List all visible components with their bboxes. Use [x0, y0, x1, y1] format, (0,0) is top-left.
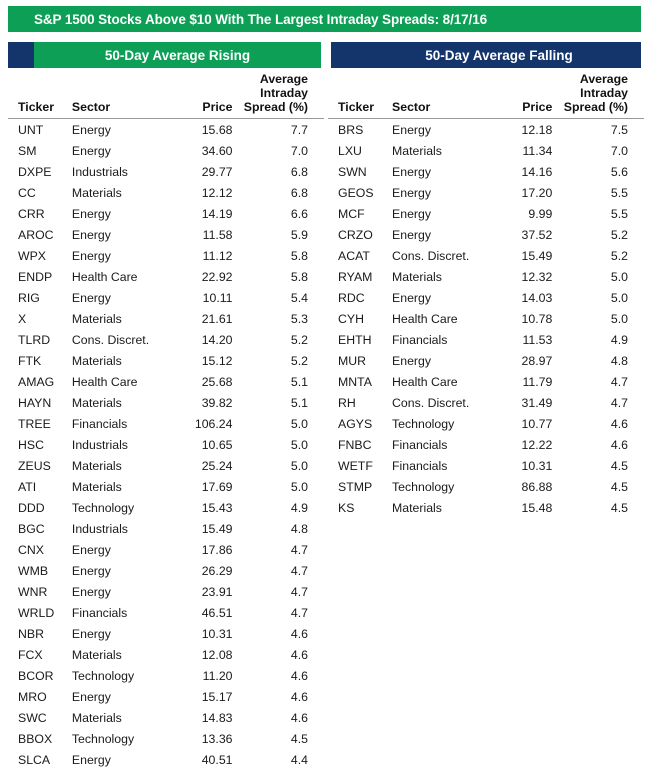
cell-price: 11.58: [173, 224, 238, 245]
panel-heading-rising: [8, 42, 321, 68]
cell-ticker: BCOR: [8, 665, 72, 686]
cell-price: 17.20: [493, 182, 558, 203]
cell-price: 21.61: [173, 308, 238, 329]
cell-spread: 4.7: [239, 539, 325, 560]
cell-ticker: CYH: [328, 308, 392, 329]
cell-price: 106.24: [173, 413, 238, 434]
table-row: [8, 245, 324, 266]
table-row: [328, 413, 644, 434]
cell-ticker: BGC: [8, 518, 72, 539]
cell-sector: Energy: [72, 686, 173, 707]
cell-price: 14.16: [493, 161, 558, 182]
cell-price: 15.68: [173, 119, 238, 141]
cell-price: 40.51: [173, 749, 238, 770]
cell-spread: 5.3: [239, 308, 325, 329]
cell-sector: Financials: [392, 455, 493, 476]
cell-price: 37.52: [493, 224, 558, 245]
cell-ticker: BRS: [328, 119, 392, 141]
cell-sector: Technology: [392, 476, 493, 497]
cell-price: 15.49: [493, 245, 558, 266]
cell-spread: 4.7: [239, 602, 325, 623]
panel-heading-rising-label: 50-Day Average Rising: [105, 48, 250, 63]
cell-ticker: CC: [8, 182, 72, 203]
table-row: [328, 203, 644, 224]
table-row: [8, 119, 324, 141]
column-header-spread-line1: Average Intraday: [558, 72, 628, 100]
table-row: [8, 392, 324, 413]
cell-ticker: RYAM: [328, 266, 392, 287]
cell-spread: 4.6: [558, 413, 644, 434]
cell-ticker: FCX: [8, 644, 72, 665]
cell-ticker: MRO: [8, 686, 72, 707]
cell-spread: 4.6: [239, 644, 325, 665]
cell-spread: 6.8: [239, 161, 325, 182]
table-row: [8, 602, 324, 623]
cell-sector: Energy: [72, 224, 173, 245]
column-header-ticker: Ticker: [8, 72, 72, 117]
cell-sector: Materials: [72, 476, 173, 497]
cell-ticker: CRR: [8, 203, 72, 224]
cell-ticker: AROC: [8, 224, 72, 245]
column-header-spread: [239, 72, 325, 117]
cell-spread: 5.0: [558, 266, 644, 287]
cell-ticker: WNR: [8, 581, 72, 602]
column-header-spread: [558, 72, 644, 117]
cell-price: 11.20: [173, 665, 238, 686]
cell-sector: Materials: [392, 140, 493, 161]
panel-heading-falling-label: 50-Day Average Falling: [425, 48, 573, 63]
rising-table-body: [8, 119, 324, 770]
cell-spread: 7.7: [239, 119, 325, 141]
cell-price: 14.03: [493, 287, 558, 308]
cell-price: 15.48: [493, 497, 558, 518]
table-row: [328, 434, 644, 455]
cell-sector: Energy: [72, 581, 173, 602]
cell-spread: 5.0: [239, 434, 325, 455]
rising-stocks-table: [8, 72, 324, 770]
cell-price: 11.53: [493, 329, 558, 350]
cell-ticker: AGYS: [328, 413, 392, 434]
cell-sector: Energy: [392, 224, 493, 245]
cell-sector: Energy: [392, 203, 493, 224]
cell-price: 23.91: [173, 581, 238, 602]
cell-price: 26.29: [173, 560, 238, 581]
cell-spread: 5.1: [239, 392, 325, 413]
cell-spread: 5.1: [239, 371, 325, 392]
cell-spread: 5.0: [239, 413, 325, 434]
cell-spread: 5.0: [558, 287, 644, 308]
table-row: [328, 140, 644, 161]
cell-sector: Industrials: [72, 518, 173, 539]
cell-ticker: LXU: [328, 140, 392, 161]
column-header-price: Price: [173, 72, 238, 117]
table-row: [328, 476, 644, 497]
table-row: [328, 497, 644, 518]
table-row: [8, 665, 324, 686]
cell-spread: 4.6: [558, 434, 644, 455]
falling-stocks-table: [328, 72, 644, 518]
column-header-spread-line1: Average Intraday: [239, 72, 309, 100]
cell-sector: Health Care: [392, 308, 493, 329]
cell-ticker: SM: [8, 140, 72, 161]
cell-price: 10.11: [173, 287, 238, 308]
table-row: [328, 266, 644, 287]
cell-sector: Materials: [72, 350, 173, 371]
cell-sector: Health Care: [392, 371, 493, 392]
cell-ticker: X: [8, 308, 72, 329]
cell-spread: 4.6: [239, 665, 325, 686]
cell-sector: Industrials: [72, 161, 173, 182]
cell-spread: 5.4: [239, 287, 325, 308]
table-row: [8, 539, 324, 560]
cell-sector: Energy: [72, 245, 173, 266]
cell-spread: 4.5: [239, 728, 325, 749]
table-row: [8, 329, 324, 350]
table-row: [8, 581, 324, 602]
cell-ticker: TREE: [8, 413, 72, 434]
cell-ticker: ZEUS: [8, 455, 72, 476]
cell-ticker: HAYN: [8, 392, 72, 413]
cell-spread: 5.8: [239, 266, 325, 287]
cell-price: 12.18: [493, 119, 558, 141]
cell-sector: Materials: [72, 182, 173, 203]
table-row: [328, 392, 644, 413]
cell-price: 10.31: [493, 455, 558, 476]
cell-sector: Energy: [392, 161, 493, 182]
table-rising: [8, 72, 324, 770]
table-row: [328, 455, 644, 476]
cell-price: 14.19: [173, 203, 238, 224]
cell-spread: 4.7: [239, 560, 325, 581]
cell-ticker: SWC: [8, 707, 72, 728]
table-header-row: [328, 72, 644, 117]
cell-price: 13.36: [173, 728, 238, 749]
cell-spread: 5.2: [558, 245, 644, 266]
table-row: [8, 644, 324, 665]
cell-price: 28.97: [493, 350, 558, 371]
table-falling: [328, 72, 644, 518]
cell-sector: Energy: [72, 287, 173, 308]
cell-ticker: WMB: [8, 560, 72, 581]
cell-price: 11.34: [493, 140, 558, 161]
cell-spread: 5.2: [558, 224, 644, 245]
cell-sector: Financials: [392, 329, 493, 350]
report-title-bar: [8, 6, 641, 32]
cell-sector: Health Care: [72, 371, 173, 392]
cell-sector: Technology: [72, 497, 173, 518]
cell-ticker: SLCA: [8, 749, 72, 770]
table-row: [8, 476, 324, 497]
cell-price: 46.51: [173, 602, 238, 623]
cell-price: 12.08: [173, 644, 238, 665]
table-row: [328, 119, 644, 141]
column-header-sector: Sector: [392, 72, 493, 117]
cell-spread: 5.8: [239, 245, 325, 266]
cell-ticker: EHTH: [328, 329, 392, 350]
cell-price: 14.83: [173, 707, 238, 728]
table-row: [8, 308, 324, 329]
cell-sector: Cons. Discret.: [392, 392, 493, 413]
table-row: [8, 224, 324, 245]
cell-price: 15.43: [173, 497, 238, 518]
cell-spread: 5.5: [558, 182, 644, 203]
cell-ticker: MUR: [328, 350, 392, 371]
column-header-spread-line2: Spread (%): [239, 100, 309, 114]
falling-table-head: [328, 72, 644, 119]
panel-heading-falling: [331, 42, 641, 68]
cell-spread: 4.6: [239, 623, 325, 644]
cell-ticker: ATI: [8, 476, 72, 497]
cell-spread: 6.8: [239, 182, 325, 203]
cell-ticker: CRZO: [328, 224, 392, 245]
table-row: [8, 518, 324, 539]
cell-ticker: ACAT: [328, 245, 392, 266]
cell-ticker: MNTA: [328, 371, 392, 392]
cell-sector: Materials: [72, 308, 173, 329]
cell-ticker: WRLD: [8, 602, 72, 623]
cell-price: 14.20: [173, 329, 238, 350]
cell-spread: 4.6: [239, 707, 325, 728]
page-title: S&P 1500 Stocks Above $10 With The Largest Intraday Spreads: 8/17/16: [34, 12, 487, 27]
cell-sector: Energy: [392, 287, 493, 308]
cell-sector: Financials: [72, 602, 173, 623]
cell-ticker: UNT: [8, 119, 72, 141]
table-row: [328, 161, 644, 182]
cell-sector: Materials: [392, 266, 493, 287]
table-header-row: [8, 72, 324, 117]
table-row: [8, 371, 324, 392]
cell-ticker: BBOX: [8, 728, 72, 749]
cell-ticker: SWN: [328, 161, 392, 182]
cell-sector: Energy: [392, 119, 493, 141]
rising-table-head: [8, 72, 324, 119]
table-row: [328, 329, 644, 350]
cell-price: 11.12: [173, 245, 238, 266]
cell-spread: 5.0: [558, 308, 644, 329]
cell-sector: Energy: [392, 350, 493, 371]
falling-table-body: [328, 119, 644, 519]
cell-price: 12.12: [173, 182, 238, 203]
table-row: [8, 686, 324, 707]
cell-ticker: WETF: [328, 455, 392, 476]
cell-spread: 5.0: [239, 476, 325, 497]
cell-price: 15.12: [173, 350, 238, 371]
cell-ticker: KS: [328, 497, 392, 518]
cell-spread: 4.7: [558, 392, 644, 413]
cell-spread: 5.9: [239, 224, 325, 245]
table-row: [328, 182, 644, 203]
cell-sector: Materials: [72, 455, 173, 476]
cell-sector: Cons. Discret.: [72, 329, 173, 350]
table-row: [8, 707, 324, 728]
cell-sector: Technology: [72, 665, 173, 686]
cell-spread: 5.0: [239, 455, 325, 476]
table-row: [8, 455, 324, 476]
cell-price: 11.79: [493, 371, 558, 392]
cell-spread: 7.0: [239, 140, 325, 161]
cell-ticker: CNX: [8, 539, 72, 560]
cell-spread: 4.4: [239, 749, 325, 770]
cell-sector: Materials: [72, 707, 173, 728]
cell-sector: Cons. Discret.: [392, 245, 493, 266]
panel-heading-falling-accent: [331, 42, 357, 68]
cell-price: 34.60: [173, 140, 238, 161]
cell-ticker: FNBC: [328, 434, 392, 455]
cell-ticker: AMAG: [8, 371, 72, 392]
cell-price: 10.77: [493, 413, 558, 434]
cell-sector: Industrials: [72, 434, 173, 455]
table-row: [328, 287, 644, 308]
panel-heading-rising-accent: [8, 42, 34, 68]
cell-price: 22.92: [173, 266, 238, 287]
column-header-price: Price: [493, 72, 558, 117]
cell-spread: 4.9: [239, 497, 325, 518]
cell-spread: 5.5: [558, 203, 644, 224]
cell-price: 86.88: [493, 476, 558, 497]
table-row: [8, 560, 324, 581]
cell-sector: Technology: [392, 413, 493, 434]
cell-ticker: MCF: [328, 203, 392, 224]
table-row: [8, 413, 324, 434]
column-header-spread-line2: Spread (%): [558, 100, 628, 114]
cell-price: 29.77: [173, 161, 238, 182]
cell-sector: Energy: [72, 560, 173, 581]
cell-spread: 4.9: [558, 329, 644, 350]
cell-sector: Materials: [72, 644, 173, 665]
cell-sector: Materials: [72, 392, 173, 413]
cell-price: 12.32: [493, 266, 558, 287]
table-row: [8, 182, 324, 203]
cell-sector: Energy: [72, 749, 173, 770]
cell-ticker: STMP: [328, 476, 392, 497]
table-row: [8, 623, 324, 644]
cell-sector: Energy: [72, 203, 173, 224]
cell-spread: 4.5: [558, 455, 644, 476]
cell-ticker: DXPE: [8, 161, 72, 182]
cell-spread: 5.2: [239, 329, 325, 350]
table-row: [8, 749, 324, 770]
table-row: [8, 203, 324, 224]
cell-sector: Financials: [72, 413, 173, 434]
cell-spread: 4.7: [239, 581, 325, 602]
cell-spread: 4.7: [558, 371, 644, 392]
cell-spread: 7.5: [558, 119, 644, 141]
cell-ticker: TLRD: [8, 329, 72, 350]
cell-price: 39.82: [173, 392, 238, 413]
table-row: [328, 308, 644, 329]
cell-ticker: NBR: [8, 623, 72, 644]
cell-price: 15.49: [173, 518, 238, 539]
cell-spread: 7.0: [558, 140, 644, 161]
cell-ticker: HSC: [8, 434, 72, 455]
column-header-sector: Sector: [72, 72, 173, 117]
table-row: [328, 224, 644, 245]
cell-spread: 4.8: [239, 518, 325, 539]
cell-price: 9.99: [493, 203, 558, 224]
cell-ticker: WPX: [8, 245, 72, 266]
cell-sector: Energy: [72, 539, 173, 560]
cell-spread: 5.2: [239, 350, 325, 371]
cell-price: 15.17: [173, 686, 238, 707]
table-row: [8, 161, 324, 182]
cell-price: 17.69: [173, 476, 238, 497]
cell-price: 31.49: [493, 392, 558, 413]
table-row: [8, 350, 324, 371]
cell-ticker: ENDP: [8, 266, 72, 287]
cell-price: 12.22: [493, 434, 558, 455]
cell-ticker: FTK: [8, 350, 72, 371]
cell-spread: 4.6: [239, 686, 325, 707]
column-header-ticker: Ticker: [328, 72, 392, 117]
cell-sector: Energy: [72, 140, 173, 161]
cell-price: 17.86: [173, 539, 238, 560]
cell-ticker: DDD: [8, 497, 72, 518]
cell-ticker: RIG: [8, 287, 72, 308]
cell-sector: Health Care: [72, 266, 173, 287]
table-row: [328, 245, 644, 266]
cell-spread: 5.6: [558, 161, 644, 182]
cell-sector: Energy: [72, 119, 173, 141]
cell-price: 10.65: [173, 434, 238, 455]
cell-spread: 4.8: [558, 350, 644, 371]
cell-spread: 4.5: [558, 476, 644, 497]
cell-ticker: GEOS: [328, 182, 392, 203]
cell-price: 25.68: [173, 371, 238, 392]
cell-spread: 6.6: [239, 203, 325, 224]
cell-sector: Materials: [392, 497, 493, 518]
cell-ticker: RDC: [328, 287, 392, 308]
cell-price: 25.24: [173, 455, 238, 476]
table-row: [328, 350, 644, 371]
table-row: [8, 434, 324, 455]
table-row: [8, 287, 324, 308]
cell-spread: 4.5: [558, 497, 644, 518]
cell-sector: Financials: [392, 434, 493, 455]
table-row: [8, 140, 324, 161]
cell-sector: Energy: [72, 623, 173, 644]
table-row: [8, 497, 324, 518]
table-row: [328, 371, 644, 392]
table-row: [8, 266, 324, 287]
cell-sector: Technology: [72, 728, 173, 749]
table-row: [8, 728, 324, 749]
cell-price: 10.78: [493, 308, 558, 329]
cell-price: 10.31: [173, 623, 238, 644]
cell-sector: Energy: [392, 182, 493, 203]
cell-ticker: RH: [328, 392, 392, 413]
